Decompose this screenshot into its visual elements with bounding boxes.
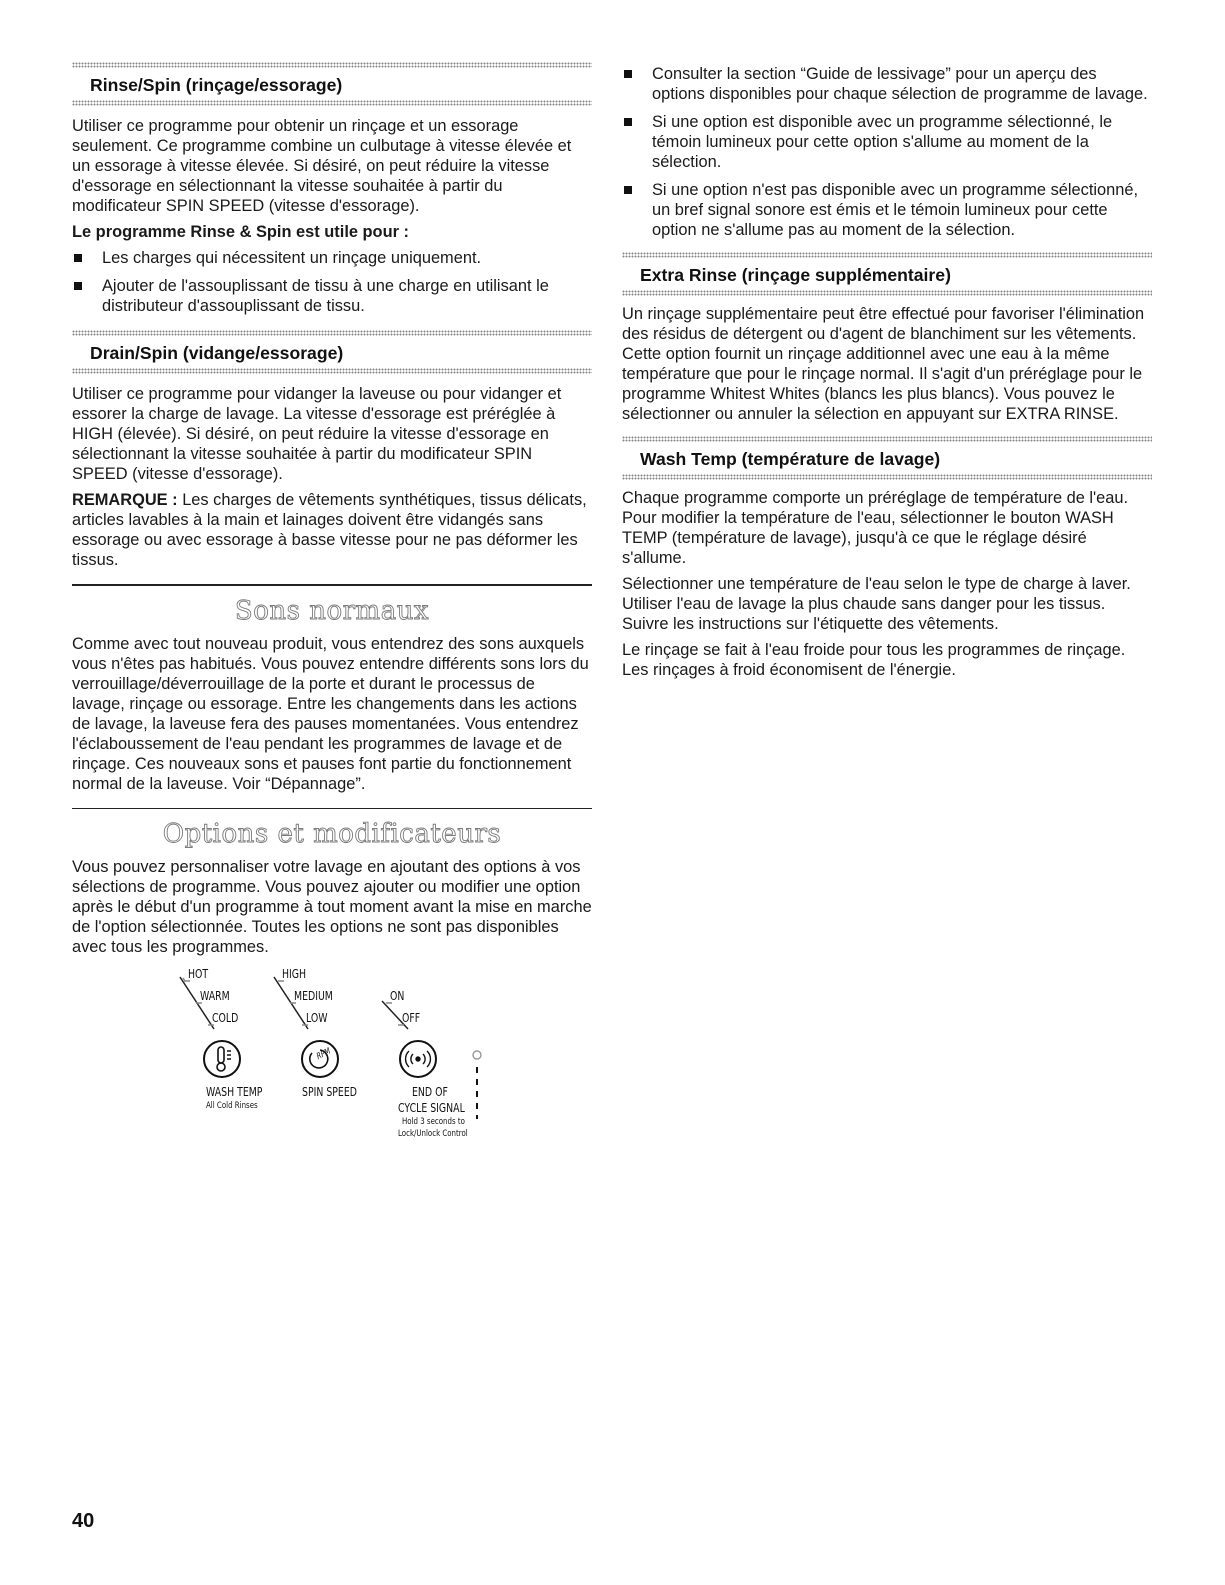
note-text: Les charges de vêtements synthétiques, tissus délicats, articles lavables à la main et lainages doivent être vidangés sans essorage ou avec essorage à basse vitesse pour ne pas déformer les tissus. bbox=[72, 491, 587, 569]
wash-temp-paragraph-3: Le rinçage se fait à l'eau froide pour tous les programmes de rinçage. Les rinçages à froid économisent de l'énergie. bbox=[622, 641, 1126, 679]
sons-normaux-heading: Sons normaux bbox=[234, 595, 430, 626]
wash-temp-sub: All Cold Rinses bbox=[206, 1101, 258, 1112]
section-divider bbox=[72, 808, 592, 810]
wash-temp-hot: HOT bbox=[188, 967, 209, 982]
square-bullet-icon bbox=[74, 282, 82, 290]
extra-rinse-heading: Extra Rinse (rinçage supplémentaire) bbox=[640, 265, 951, 285]
sons-paragraph: Comme avec tout nouveau produit, vous entendrez des sons auxquels vous n'êtes pas habitués. Vous pouvez entendre différents sons lors du verrouillage/déverrouillage de la porte et durant le processus de lavage, rinçage ou essorage. Entre les changements dans les actions de lavage, la laveuse fera des pauses momentanées. Vous entendrez l'éclaboussement de l'eau pendant les programmes de lavage et de rinçage. Ces nouveaux sons et pauses font partie du fonctionnement normal de la laveuse. Voir “Dépannage”. bbox=[72, 634, 589, 793]
drain-spin-note bbox=[72, 490, 592, 570]
square-bullet-icon bbox=[74, 254, 82, 262]
control-panel-illustration bbox=[72, 967, 592, 1157]
list-item: Ajouter de l'assouplissant de tissu à une charge en utilisant le distributeur d'assouplissant de tissu. bbox=[72, 276, 592, 316]
note-label: REMARQUE : bbox=[72, 491, 178, 509]
section-divider bbox=[72, 584, 592, 586]
end-cycle-off: OFF bbox=[402, 1011, 421, 1026]
wash-temp-cold: COLD bbox=[212, 1011, 239, 1026]
spin-speed-low: LOW bbox=[306, 1011, 328, 1026]
drain-spin-paragraph: Utiliser ce programme pour vidanger la laveuse ou pour vidanger et essorer la charge de lavage. La vitesse d'essorage est préréglée à HIGH (élevée). Si désiré, on peut réduire la vitesse d'essorage en sélectionnant la vitesse souhaitée à partir du modificateur SPIN SPEED (vitesse d'essorage). bbox=[72, 385, 562, 483]
list-item: Si une option est disponible avec un programme sélectionné, le témoin lumineux pour cette option s'allume au moment de la sélection. bbox=[622, 112, 1152, 172]
rinse-spin-heading: Rinse/Spin (rinçage/essorage) bbox=[90, 75, 343, 95]
end-cycle-sub-1: Hold 3 seconds to bbox=[402, 1117, 465, 1128]
end-cycle-sub-2: Lock/Unlock Control bbox=[398, 1129, 468, 1140]
square-bullet-icon bbox=[624, 118, 632, 126]
end-cycle-label-1: END OF bbox=[412, 1085, 448, 1100]
end-cycle-label-2: CYCLE SIGNAL bbox=[398, 1101, 465, 1116]
spin-speed-medium: MEDIUM bbox=[294, 989, 333, 1004]
rinse-spin-lead: Le programme Rinse & Spin est utile pour : bbox=[72, 223, 409, 241]
list-item: Les charges qui nécessitent un rinçage uniquement. bbox=[72, 248, 592, 268]
rinse-spin-bullet-list bbox=[72, 248, 592, 316]
options-paragraph: Vous pouvez personnaliser votre lavage en ajoutant des options à vos sélections de programme. Vous pouvez ajouter ou modifier une option après le début d'un programme à tout moment avant la mise en marche de l'option sélectionnée. Toutes les options ne sont pas disponibles avec tous les programmes. bbox=[72, 858, 592, 957]
end-cycle-on: ON bbox=[390, 989, 405, 1004]
wash-temp-warm: WARM bbox=[200, 989, 230, 1004]
wash-temp-heading: Wash Temp (température de lavage) bbox=[640, 449, 941, 469]
square-bullet-icon bbox=[624, 70, 632, 78]
left-column bbox=[72, 62, 592, 1157]
wash-temp-paragraph-2: Sélectionner une température de l'eau selon le type de charge à laver. Utiliser l'eau de lavage la plus chaude sans danger pour les tissus. Suivre les instructions sur l'étiquette des vêtements. bbox=[622, 575, 1131, 633]
drain-spin-heading: Drain/Spin (vidange/essorage) bbox=[90, 343, 344, 363]
options-bullet-list bbox=[622, 64, 1152, 240]
wash-temp-paragraph-1: Chaque programme comporte un préréglage de température de l'eau. Pour modifier la température de l'eau, sélectionner le bouton WASH TEMP (température de lavage), jusqu'à ce que le réglage désiré s'allume. bbox=[622, 489, 1129, 567]
right-column bbox=[622, 64, 1152, 686]
square-bullet-icon bbox=[624, 186, 632, 194]
list-item: Consulter la section “Guide de lessivage” pour un aperçu des options disponibles pour chaque sélection de programme de lavage. bbox=[622, 64, 1152, 104]
rpm-label: RPM bbox=[316, 1046, 332, 1063]
spin-speed-high: HIGH bbox=[282, 967, 307, 982]
list-item: Si une option n'est pas disponible avec un programme sélectionné, un bref signal sonore est émis et le témoin lumineux pour cette option ne s'allume pas au moment de la sélection. bbox=[622, 180, 1152, 240]
rinse-spin-paragraph: Utiliser ce programme pour obtenir un rinçage et un essorage seulement. Ce programme combine un culbutage à vitesse élevée et un essorage à vitesse élevée. Si désiré, on peut réduire la vitesse d'essorage en sélectionnant la vitesse souhaitée à partir du modificateur SPIN SPEED (vitesse d'essorage). bbox=[72, 117, 572, 215]
page-number: 40 bbox=[72, 1510, 95, 1532]
wash-temp-label: WASH TEMP bbox=[206, 1085, 263, 1100]
spin-speed-label: SPIN SPEED bbox=[302, 1085, 357, 1100]
options-heading: Options et modificateurs bbox=[162, 819, 502, 850]
extra-rinse-paragraph: Un rinçage supplémentaire peut être effectué pour favoriser l'élimination des résidus de détergent ou d'agent de blanchiment sur les vêtements. Cette option fournit un rinçage additionnel avec une eau à la même température que pour le rinçage normal. Il s'agit d'un préréglage pour le programme Whitest Whites (blancs les plus blancs). Vous pouvez le sélectionner ou annuler la sélection en appuyant sur EXTRA RINSE. bbox=[622, 305, 1145, 423]
